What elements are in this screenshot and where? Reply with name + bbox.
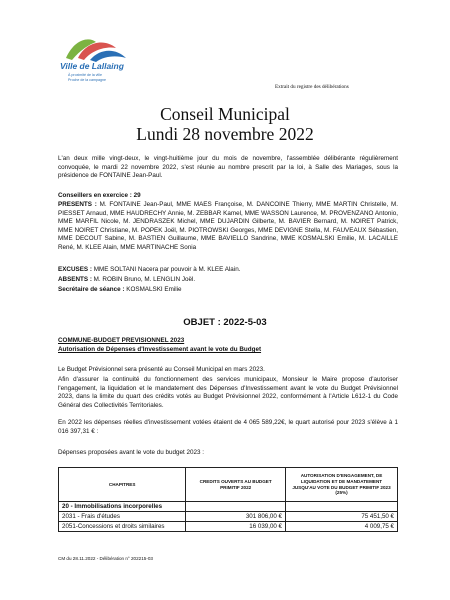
table-group-row [59, 502, 398, 512]
logo-tagline [68, 73, 106, 82]
absents-label: ABSENTS : [58, 276, 92, 283]
table-intro: Dépenses proposées avant le vote du budget 2023 : [58, 449, 204, 456]
objet-heading: OBJET : 2022-5-03 [183, 317, 267, 328]
conseillers-label: Conseillers en exercice : 29 [58, 192, 141, 199]
body-paragraph-3: En 2022 les dépenses réelles d'investissement votées étaient de 4 065 589,22€, le quart autorisé pour 2023 s'élève à 1 016 397,31 € : [58, 419, 398, 435]
budget-table [58, 467, 398, 532]
group-label: 20 - Immobilisations incorporelles [59, 502, 186, 512]
table-row [59, 522, 398, 532]
secretaire-label: Secrétaire de séance : [58, 286, 125, 293]
row-chapitre: 2051-Concessions et droits similaires [59, 522, 186, 532]
excuses-list: MME SOLTANI Nacera par pouvoir à M. KLEE Alain. [91, 266, 241, 273]
presents-label: PRESENTS : [58, 201, 97, 208]
extract-label: Extrait du registre des délibérations [275, 84, 349, 90]
header-chapitres: CHAPITRES [59, 468, 186, 502]
row-credits: 301 806,00 € [186, 512, 286, 522]
table-row [59, 512, 398, 522]
table-header-row [59, 468, 398, 502]
presents-paragraph [58, 201, 398, 253]
row-autorisation: 75 451,50 € [285, 512, 397, 522]
logo-tagline-1: À proximité de la ville [68, 73, 102, 77]
page-title: Conseil Municipal [160, 104, 290, 124]
row-autorisation: 4 009,75 € [285, 522, 397, 532]
intro-paragraph: L'an deux mille vingt-deux, le vingt-huitième jour du mois de novembre, l'assemblée délibérante régulièrement convoquée, le mardi 22 novembre 2022, s'est réunie au nombre prescrit par la loi, à Salle des Mariages, sous la présidence de FONTAINE Jean-Paul. [58, 155, 398, 180]
page-footer: CM du 28.11.2022 - Délibération n° 202215-03 [58, 556, 153, 561]
absents-line [58, 276, 195, 285]
logo-name: Ville de Lallaing [60, 61, 124, 71]
row-chapitre: 2031 - Frais d'études [59, 512, 186, 522]
excuses-line [58, 266, 240, 275]
group-empty-cell [186, 502, 286, 512]
body-paragraph-2: Afin d'assurer la continuité du fonctionnement des services municipaux, Monsieur le Maire propose d'autoriser l'engagement, la liquidation et le mandatement des Dépenses d'Investissement avant le vote du Budget Prévisionnel 2023, dans la limite du quart des crédits votés au Budget Prévisionnel 2022, conformément à l'Article L612-1 du Code Général des Collectivités Territoriales. [58, 376, 398, 409]
header-credits: CREDITS OUVERTS AU BUDGET PRIMITIF 2022 [186, 468, 286, 502]
logo-tagline-2: Proche de la campagne [68, 77, 106, 82]
conseillers-line [58, 192, 141, 201]
secretaire-name: KOSMALSKI Emilie [124, 286, 182, 293]
group-empty-cell [285, 502, 397, 512]
absents-list: M. ROBIN Bruno, M. LENGLIN Joël. [91, 276, 196, 283]
secretaire-line [58, 286, 182, 295]
section-title: COMMUNE-BUDGET PREVISIONNEL 2023 [58, 337, 185, 344]
presents-list: M. FONTAINE Jean-Paul, MME MAES Françoise, M. DANCOINE Thierry, MME MARTIN Christelle, M. PIESSET Arnaud, MME HAUDRECHY Annie, M. ZEBBAR Kamel, MME WASSON Laurence, M. PROVENZANO Antonio, MME MARFIL Nicole, M. JENDRASZEK Michel, MME DUJARDIN Gilberte, M. BAVIER Bernard, M. NOIRET Patrick, MME NOIRET Christiane, M. POPEK Joël, M. PIOTROWSKI Georges, MME DEVIGNE Stella, M. FAUVEAUX Sébastien, MME DECOUT Sabine, M. BASTIEN Guillaume, MME BAVIELLO Sandrine, MME KOSMALSKI Emilie, M. LACAILLE René, M. KLEE Alain, MME MARTINACHE Sonia [58, 201, 398, 251]
row-credits: 16 039,00 € [186, 522, 286, 532]
section-subtitle: Autorisation de Dépenses d'Investissement avant le vote du Budget [58, 346, 262, 353]
page-date: Lundi 28 novembre 2022 [136, 124, 314, 144]
body-paragraph-1: Le Budget Prévisionnel sera présenté au Conseil Municipal en mars 2023. [58, 366, 265, 373]
header-autorisation: AUTORISATION D'ENGAGEMENT, DE LIQUIDATION ET DE MANDATEMENT JUSQU'AU VOTE DU BUDGET PRIMITIF 2023 (25%) [285, 468, 397, 502]
excuses-label: EXCUSES : [58, 266, 92, 273]
